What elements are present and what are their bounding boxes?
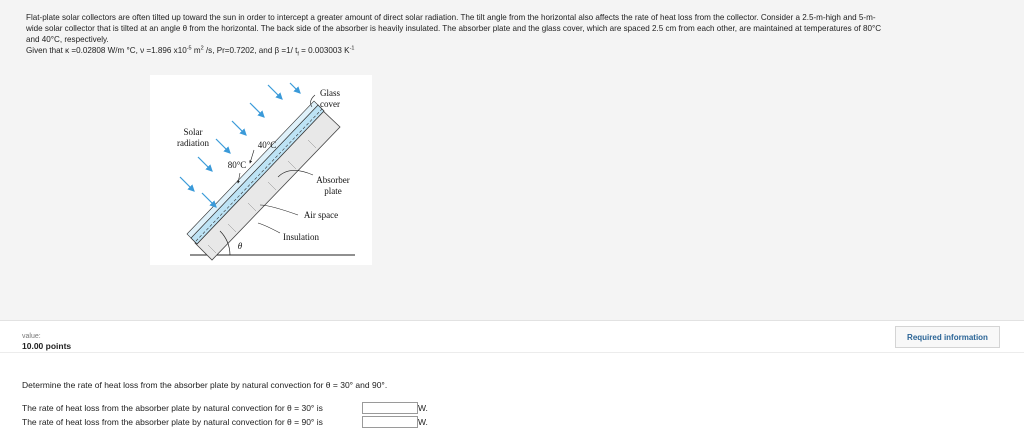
- glass-cover-label: Glass cover: [320, 88, 340, 109]
- answer-prompt: The rate of heat loss from the absorber plate by natural convection for θ = 30° is: [22, 403, 323, 413]
- air-space: [191, 105, 324, 244]
- theta-label: θ: [237, 241, 243, 251]
- unit-label: W.: [418, 417, 428, 427]
- problem-statement: [26, 12, 1016, 61]
- required-information-button[interactable]: Required information: [895, 326, 1000, 348]
- solar-collector-figure: [150, 75, 372, 265]
- heat-loss-90deg-input[interactable]: [362, 416, 418, 428]
- problem-line: wide solar collector that is tilted at an angle θ from the horizontal. The back side of the absorber is heavily insulated. The absorber plate and the glass cover, which are spaced 2.5 cm from each other, are maintained at temperatures of 80°C: [26, 24, 882, 33]
- question-text: Determine the rate of heat loss from the absorber plate by natural convection for θ = 30° and 90°.: [22, 380, 388, 390]
- value-label: value:: [22, 333, 41, 340]
- air-space-label: Air space: [303, 210, 339, 220]
- absorber-plate-label: Absorber plate: [316, 175, 350, 196]
- section-divider: [0, 352, 1024, 353]
- section-divider: [0, 320, 1024, 321]
- absorber-temp-label: 80°C: [227, 160, 247, 170]
- heat-loss-30deg-input[interactable]: [362, 402, 418, 414]
- points-value: 10.00 points: [22, 341, 72, 351]
- unit-label: W.: [418, 403, 428, 413]
- given-values: Given that κ =0.02808 W/m °C, ν =1.896 $x10^{-5}$ $m^2$ /s, Pr=0.7202, and β =1/ $t_f = 0.003003$ $K^{-1}$: [26, 45, 355, 58]
- insulation-label: Insulation: [283, 232, 319, 242]
- problem-line: and 40°C, respectively.: [26, 35, 109, 44]
- problem-line: Flat-plate solar collectors are often tilted up toward the sun in order to intercept a greater amount of direct solar radiation. The tilt angle from the horizontal also affects the rate of heat loss from the collector. Consider a 2.5-m-high and 5-m-: [26, 13, 876, 22]
- solar-radiation-label: Solar radiation: [177, 127, 209, 148]
- answer-prompt: The rate of heat loss from the absorber plate by natural convection for θ = 90° is: [22, 417, 323, 427]
- glass-temp-label: 40°C: [257, 140, 277, 150]
